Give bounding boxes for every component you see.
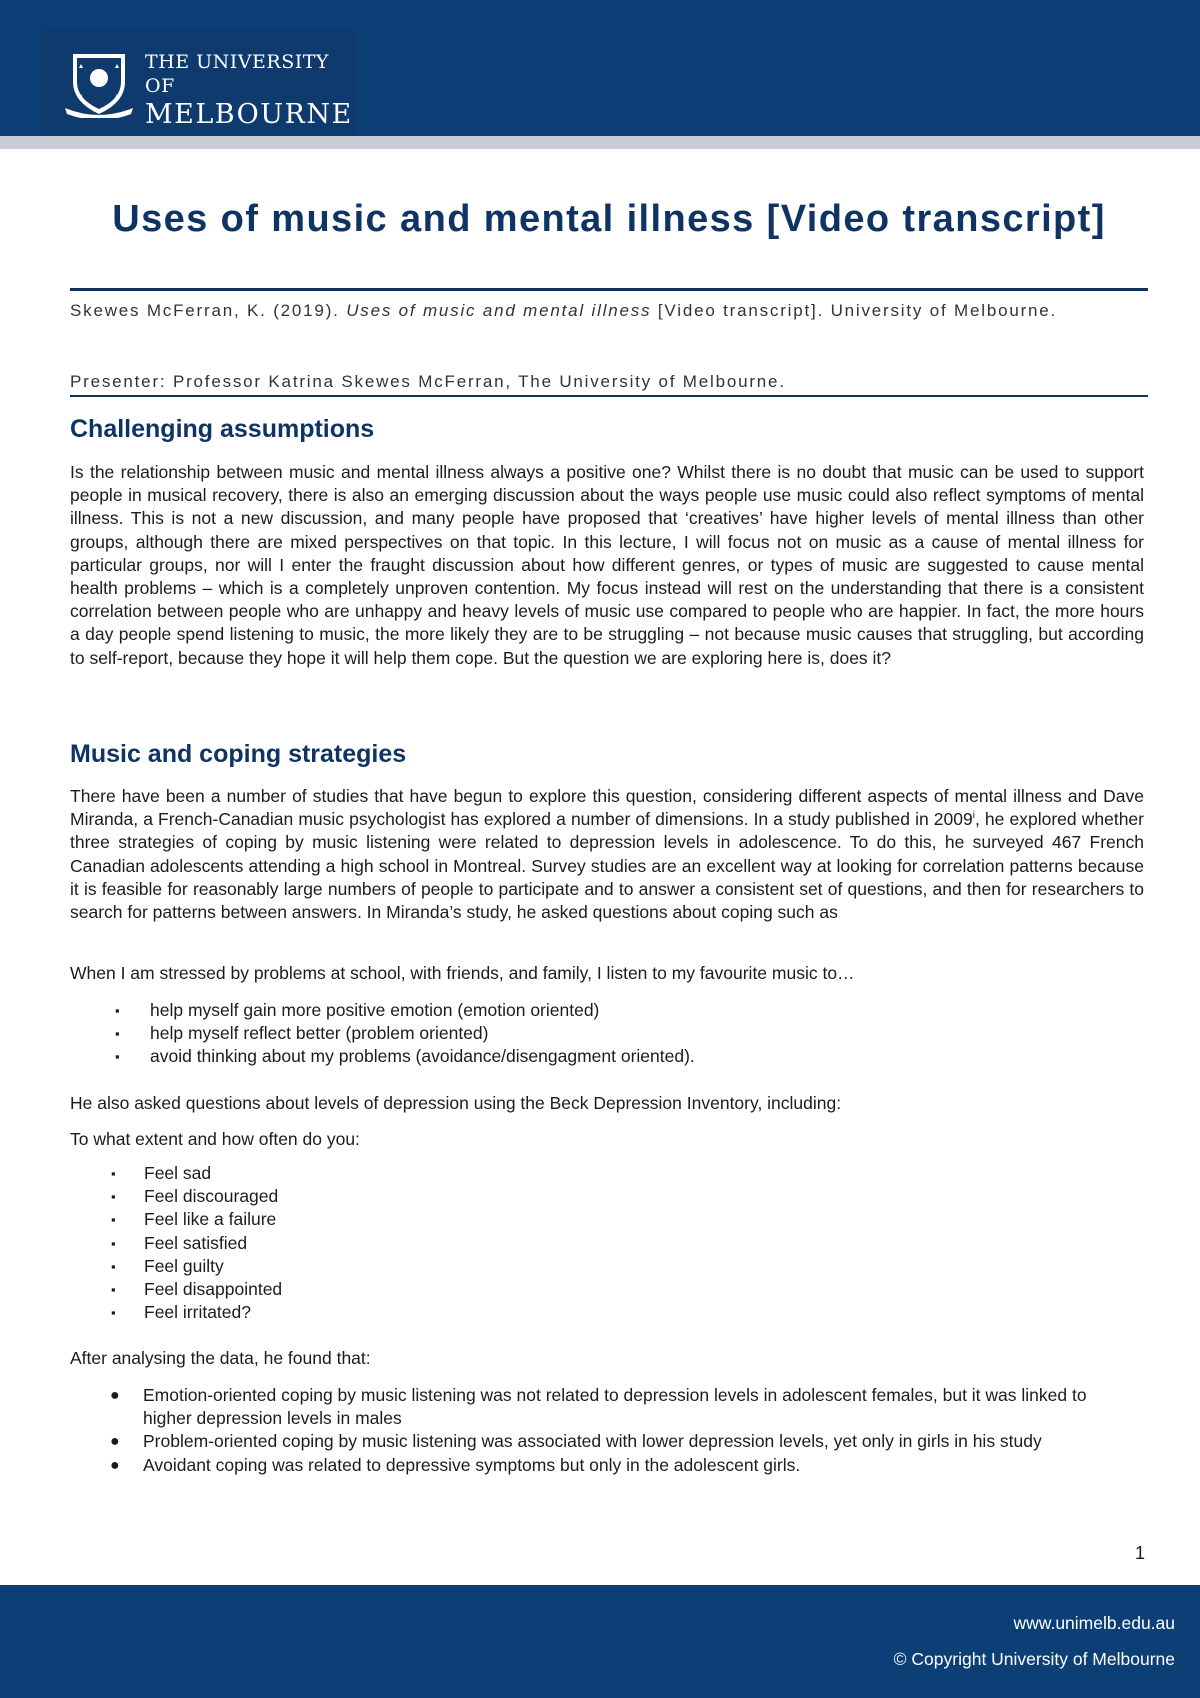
citation-author: Skewes McFerran, K. (2019). xyxy=(70,301,347,320)
findings-intro: After analysing the data, he found that: xyxy=(70,1348,371,1368)
list-item: ▪ Feel sad xyxy=(111,1163,212,1183)
list-item: ● Emotion-oriented coping by music listening was not related to depression levels in adolescent females, but it was linked to higher depression levels in males xyxy=(110,1385,1087,1429)
university-logo[interactable] xyxy=(41,30,357,136)
beck-prompt: To what extent and how often do you: xyxy=(70,1129,360,1149)
list-item: ▪ Feel irritated? xyxy=(111,1302,251,1323)
coping-prompt: When I am stressed by problems at school, with friends, and family, I listen to my favourite music to… xyxy=(70,963,855,983)
list-item: ▪ Feel like a failure xyxy=(111,1209,277,1230)
list-item: ▪ Feel discouraged xyxy=(111,1186,279,1207)
citation-title: Uses of music and mental illness xyxy=(346,301,652,320)
list-item: ▪ Feel disappointed xyxy=(111,1279,283,1300)
paragraph-challenging-assumptions: Is the relationship between music and mental illness always a positive one? Whilst there is no doubt that music can be used to support people in musical recovery, there is also an emerging discussion about the ways people use music could also reflect symptoms of mental illness. This is not a new discussion, and many people have proposed that ‘creatives’ have higher levels of mental illness than other groups, although there are mixed perspectives on that topic. In this lecture, I will focus not on music as a cause of mental illness for particular groups, nor will I enter the fraught discussion about how different genres, or types of music are suggested to cause mental health problems – which is a completely unproven contention. My focus instead will rest on the understanding that there is a consistent correlation between people who are unhappy and heavy levels of music use compared to people who are happier. In fact, the more hours a day people spend listening to music, the more likely they are to be struggling – not because music causes that struggling, but according to self-report, because they hope it will help them cope. But the question we are exploring here is, does it? xyxy=(70,462,1144,668)
title-rule xyxy=(70,288,1148,291)
citation-source: [Video transcript]. University of Melbourne. xyxy=(651,301,1058,320)
list-item: ▪ help myself reflect better (problem oriented) xyxy=(115,1023,489,1044)
crest-icon xyxy=(59,48,139,118)
list-item: ● Problem-oriented coping by music listening was associated with lower depression levels, yet only in girls in his study xyxy=(110,1431,1042,1452)
beck-intro: He also asked questions about levels of depression using the Beck Depression Inventory, including: xyxy=(70,1093,842,1113)
footer-band xyxy=(0,1585,1200,1698)
heading-challenging-assumptions: Challenging assumptions xyxy=(70,415,375,443)
citation xyxy=(70,298,1148,324)
logo-line1: THE UNIVERSITY OF xyxy=(145,51,329,97)
list-item: ▪ help myself gain more positive emotion (emotion oriented) xyxy=(115,1000,600,1020)
paragraph-music-coping: There have been a number of studies that have begun to explore this question, considering different aspects of mental illness and Dave Miranda, a French-Canadian music psychologist has explored a number of dimensions. In a study published in 2009$^i$, he explored whether three strategies of coping by music listening were related to depression levels in adolescence. To do this, he surveyed 467 French Canadian adolescents attending a high school in Montreal. Survey studies are an excellent way at looking for correlation patterns because it is feasible for reasonably large numbers of people to participate and to answer a consistent set of questions, and then for researchers to search for patterns between answers. In Miranda’s study, he asked questions about coping such as xyxy=(70,786,1144,923)
heading-music-coping: Music and coping strategies xyxy=(70,740,407,768)
presenter: Presenter: Professor Katrina Skewes McFerran, The University of Melbourne. xyxy=(70,372,786,391)
findings-list xyxy=(110,1384,1133,1477)
coping-list xyxy=(115,999,695,1069)
document-title: Uses of music and mental illness [Video transcript] xyxy=(112,198,1106,240)
footer-copyright: © Copyright University of Melbourne xyxy=(893,1649,1175,1669)
list-item: ▪ avoid thinking about my problems (avoidance/disengagment oriented). xyxy=(115,1046,695,1067)
header-rule xyxy=(0,136,1200,149)
page-number: 1 xyxy=(1134,1543,1145,1563)
citation-rule xyxy=(70,395,1148,397)
list-item: ● Avoidant coping was related to depressive symptoms but only in the adolescent girls. xyxy=(110,1454,801,1475)
list-item: ▪ Feel satisfied xyxy=(111,1232,248,1253)
footer-url[interactable]: www.unimelb.edu.au xyxy=(1013,1613,1175,1633)
footnote-mark[interactable]: i xyxy=(972,810,975,822)
logo-line2: MELBOURNE xyxy=(145,99,353,130)
beck-list xyxy=(111,1162,283,1324)
list-item: ▪ Feel guilty xyxy=(111,1255,224,1276)
